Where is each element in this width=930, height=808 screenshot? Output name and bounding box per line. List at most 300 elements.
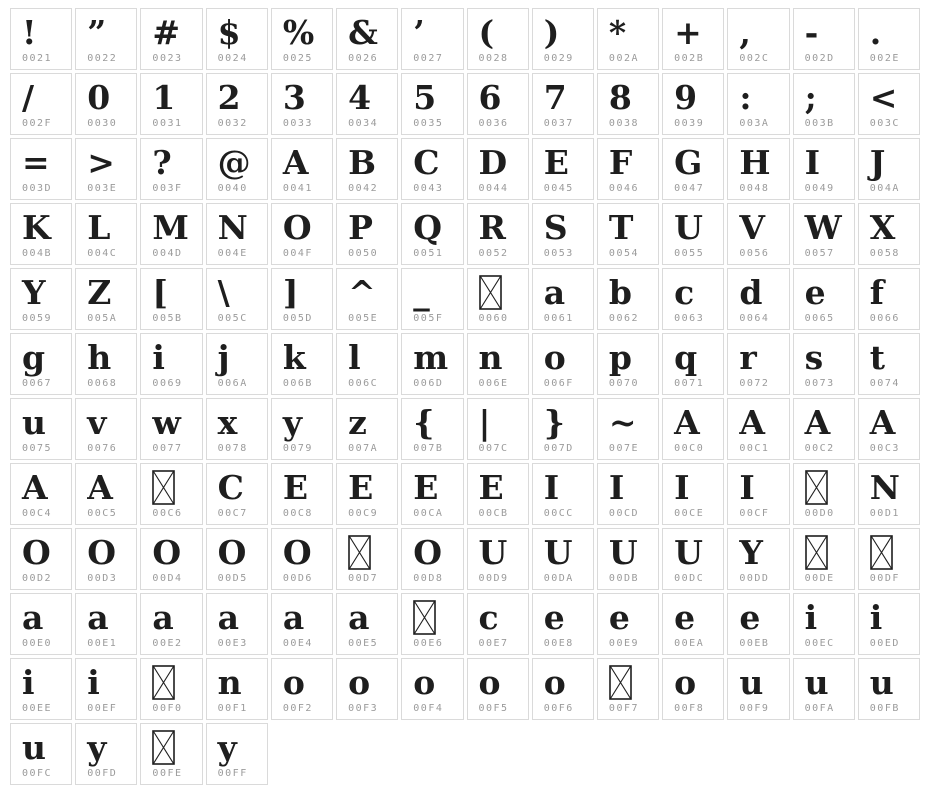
glyph-cell [662,658,724,720]
glyph-cell [10,463,72,525]
glyph-cell [532,138,594,200]
notdef-icon [609,665,632,700]
glyph: ” [87,12,107,52]
glyph: u [739,662,764,702]
glyph-cell [10,333,72,395]
glyph: o [543,337,566,377]
glyph-codepoint: 0043 [413,183,444,194]
glyph-cell [662,333,724,395]
notdef-icon [413,600,436,635]
glyph: e [674,597,696,637]
glyph-codepoint: 00E4 [282,638,313,649]
glyph-cell [401,658,463,720]
glyph-codepoint: 004C [87,248,118,259]
glyph: C [413,142,440,182]
glyph: i [152,337,165,377]
glyph: I [608,467,625,507]
glyph-cell [10,8,72,70]
glyph-codepoint: 007A [348,443,379,454]
glyph-codepoint: 0039 [674,118,705,129]
glyph: U [543,532,573,572]
glyph: J [869,142,886,182]
glyph: I [739,467,755,507]
glyph-cell [140,463,202,525]
glyph: X [869,207,896,247]
glyph-codepoint: 00C4 [22,508,53,519]
glyph-cell [206,593,268,655]
glyph-cell [140,73,202,135]
glyph-cell [467,8,529,70]
glyph-codepoint: 00EE [22,703,53,714]
glyph-codepoint: 006D [413,378,444,389]
glyph: R [478,207,506,247]
glyph-cell [401,528,463,590]
glyph-cell [206,73,268,135]
notdef-icon [152,665,175,700]
glyph: a [217,597,240,637]
glyph-cell [336,73,398,135]
glyph-cell [401,138,463,200]
glyph: W [804,207,842,247]
glyph-codepoint: 00C8 [282,508,313,519]
glyph-cell [10,73,72,135]
glyph-cell [206,528,268,590]
glyph: o [282,662,305,702]
glyph: M [152,207,189,247]
glyph: a [348,597,370,637]
glyph-codepoint: 0070 [608,378,640,389]
glyph-cell [336,528,398,590]
glyph-codepoint: 00FA [804,703,835,714]
notdef-glyph [805,531,850,573]
glyph-codepoint: 0038 [608,118,640,129]
glyph: s [804,337,824,377]
glyph: 8 [608,77,632,117]
glyph-codepoint: 0064 [739,313,770,324]
glyph-codepoint: 00D7 [348,573,379,584]
glyph-cell [75,73,137,135]
glyph-cell [271,8,333,70]
glyph: ^ [348,272,376,312]
glyph-cell [10,138,72,200]
glyph-cell [793,398,855,460]
glyph-cell [140,398,202,460]
glyph: I [804,142,820,182]
glyph-cell [336,463,398,525]
glyph: V [739,207,765,247]
glyph-cell [793,138,855,200]
glyph: P [348,207,373,247]
glyph-codepoint: 005E [348,313,379,324]
glyph: u [869,662,894,702]
glyph-codepoint: 00F8 [674,703,705,714]
glyph: } [543,402,565,442]
notdef-icon [152,730,175,765]
glyph-codepoint: 0060 [478,313,509,324]
glyph-cell [206,398,268,460]
glyph-codepoint: 0074 [869,378,900,389]
glyph-cell [467,333,529,395]
glyph-cell [206,723,268,785]
glyph: e [608,597,630,637]
glyph: O [87,532,116,572]
glyph: A [739,402,765,442]
glyph-cell [858,658,920,720]
glyph: Y [739,532,763,572]
glyph-codepoint: 00EC [804,638,835,649]
glyph: ’ [413,12,425,52]
glyph: c [674,272,695,312]
glyph-codepoint: 00E9 [608,638,640,649]
glyph-codepoint: 00DD [739,573,770,584]
glyph-codepoint: 0025 [282,53,313,64]
glyph: O [217,532,247,572]
glyph: N [217,207,248,247]
glyph-cell [662,138,724,200]
glyph: j [217,337,230,377]
glyph: A [22,467,48,507]
glyph-codepoint: 007C [478,443,509,454]
glyph-cell [532,268,594,330]
glyph: t [869,337,886,377]
glyph-codepoint: 007E [608,443,640,454]
glyph-codepoint: 00F4 [413,703,444,714]
glyph: i [22,662,35,702]
glyph: A [674,402,700,442]
glyph-cell [10,528,72,590]
glyph-codepoint: 00C2 [804,443,835,454]
glyph-cell [401,593,463,655]
notdef-glyph [152,661,197,703]
glyph-codepoint: 0021 [22,53,53,64]
glyph: Q [413,207,443,247]
glyph-codepoint: 00DE [804,573,835,584]
notdef-glyph [152,466,197,508]
glyph: E [282,467,308,507]
glyph: . [869,12,882,52]
glyph-cell [401,463,463,525]
glyph-cell [597,398,659,460]
glyph-cell [597,8,659,70]
notdef-glyph [479,271,524,313]
glyph-codepoint: 003D [22,183,53,194]
glyph: 9 [674,77,698,117]
glyph: 7 [543,77,567,117]
glyph-codepoint: 00DA [543,573,574,584]
glyph: o [413,662,436,702]
notdef-icon [348,535,371,570]
glyph-cell [793,8,855,70]
glyph-cell [140,138,202,200]
glyph-cell [271,73,333,135]
glyph-codepoint: 004B [22,248,53,259]
glyph-codepoint: 00CD [608,508,640,519]
glyph-cell [206,463,268,525]
glyph-cell [140,268,202,330]
glyph: u [804,662,829,702]
glyph-codepoint: 0054 [608,248,640,259]
glyph-codepoint: 00DC [674,573,705,584]
glyph-codepoint: 0062 [608,313,640,324]
glyph-cell [793,268,855,330]
glyph-codepoint: 00D3 [87,573,118,584]
glyph-codepoint: 00F0 [152,703,183,714]
glyph-codepoint: 0047 [674,183,705,194]
glyph: $ [217,12,241,52]
glyph-cell [206,138,268,200]
glyph: o [543,662,566,702]
glyph: < [869,77,898,117]
glyph-codepoint: 0040 [217,183,248,194]
glyph-codepoint: 00F7 [608,703,640,714]
glyph: p [608,337,632,377]
glyph-cell [858,8,920,70]
glyph-codepoint: 005A [87,313,118,324]
glyph-cell [401,203,463,265]
glyph: i [87,662,100,702]
glyph: i [804,597,818,637]
glyph-codepoint: 0057 [804,248,835,259]
glyph-codepoint: 0079 [282,443,313,454]
glyph-codepoint: 00E5 [348,638,379,649]
glyph: l [348,337,361,377]
glyph-cell [662,203,724,265]
glyph: / [22,77,35,117]
glyph-cell [75,398,137,460]
glyph: c [478,597,499,637]
glyph-cell [401,398,463,460]
glyph-codepoint: 00E6 [413,638,444,649]
glyph-codepoint: 0041 [282,183,313,194]
glyph-codepoint: 0071 [674,378,705,389]
glyph-cell [467,463,529,525]
glyph-cell [271,463,333,525]
glyph: 3 [282,77,306,117]
glyph: a [87,597,109,637]
glyph-codepoint: 0051 [413,248,444,259]
glyph: Y [22,272,46,312]
glyph-codepoint: 00FE [152,768,183,779]
glyph-codepoint: 0069 [152,378,183,389]
glyph-codepoint: 0035 [413,118,444,129]
glyph-cell [662,528,724,590]
glyph: F [608,142,633,182]
glyph-cell [467,658,529,720]
glyph-codepoint: 005B [152,313,183,324]
glyph-cell [467,398,529,460]
glyph: 6 [478,77,502,117]
glyph: ~ [608,402,637,442]
glyph-codepoint: 005D [282,313,313,324]
glyph: 5 [413,77,437,117]
glyph-cell [75,463,137,525]
glyph-cell [336,203,398,265]
glyph-cell [532,203,594,265]
notdef-icon [152,470,175,505]
glyph-codepoint: 0048 [739,183,770,194]
glyph-codepoint: 002A [608,53,640,64]
glyph-codepoint: 00FF [217,768,248,779]
glyph-cell [467,268,529,330]
glyph-codepoint: 0027 [413,53,444,64]
glyph-cell [271,203,333,265]
glyph-codepoint: 00FC [22,768,53,779]
glyph-codepoint: 00D6 [282,573,313,584]
glyph: e [739,597,761,637]
glyph-cell [336,658,398,720]
glyph-codepoint: 0056 [739,248,770,259]
glyph-codepoint: 00F9 [739,703,770,714]
glyph: y [282,402,303,442]
glyph-cell [401,8,463,70]
glyph: o [348,662,371,702]
glyph-codepoint: 004E [217,248,248,259]
glyph-codepoint: 0073 [804,378,835,389]
glyph: 4 [348,77,372,117]
glyph: , [739,12,751,52]
glyph-map-page [0,8,930,785]
glyph: O [22,532,51,572]
glyph: h [87,337,112,377]
glyph-codepoint: 00D4 [152,573,183,584]
glyph-cell [532,528,594,590]
glyph: n [478,337,503,377]
glyph-codepoint: 00CF [739,508,770,519]
glyph-codepoint: 003B [804,118,835,129]
glyph-cell [271,528,333,590]
glyph-codepoint: 005F [413,313,444,324]
glyph-cell [793,463,855,525]
glyph: y [217,727,237,767]
glyph-cell [467,203,529,265]
glyph-codepoint: 00F1 [217,703,248,714]
glyph-codepoint: 0067 [22,378,53,389]
glyph-codepoint: 0026 [348,53,379,64]
glyph-codepoint: 00E0 [22,638,53,649]
glyph-cell [597,333,659,395]
glyph-cell [206,8,268,70]
glyph: ) [543,12,560,52]
glyph-cell [140,333,202,395]
glyph: S [543,207,568,247]
glyph-codepoint: 0068 [87,378,118,389]
glyph-cell [271,333,333,395]
glyph: G [674,142,703,182]
glyph-codepoint: 0044 [478,183,509,194]
glyph: x [217,402,238,442]
glyph: n [217,662,242,702]
glyph-cell [336,268,398,330]
glyph-cell [597,268,659,330]
glyph-codepoint: 00C9 [348,508,379,519]
glyph-codepoint: 00CE [674,508,705,519]
glyph: D [478,142,508,182]
glyph-cell [727,203,789,265]
glyph: K [22,207,51,247]
glyph-cell [467,528,529,590]
glyph-codepoint: 00DB [608,573,640,584]
glyph-cell [858,593,920,655]
glyph-codepoint: 0049 [804,183,835,194]
glyph-cell [10,723,72,785]
glyph: d [739,272,763,312]
glyph: T [608,207,634,247]
glyph: z [348,402,367,442]
glyph: _ [413,272,430,312]
glyph: { [413,402,435,442]
glyph: U [608,532,638,572]
glyph: 0 [87,77,111,117]
glyph: H [739,142,771,182]
glyph-cell [597,658,659,720]
glyph-cell [727,398,789,460]
glyph: ] [282,272,299,312]
glyph-codepoint: 0046 [608,183,640,194]
glyph-cell [336,8,398,70]
glyph-cell [793,333,855,395]
glyph-cell [10,658,72,720]
glyph: + [674,12,702,52]
glyph-cell [532,593,594,655]
glyph: k [282,337,306,377]
glyph-codepoint: 00F2 [282,703,313,714]
glyph-cell [727,8,789,70]
notdef-icon [805,470,828,505]
glyph-codepoint: 00C1 [739,443,770,454]
glyph-codepoint: 0066 [869,313,900,324]
glyph-cell [532,8,594,70]
glyph: u [22,402,46,442]
glyph-cell [727,593,789,655]
glyph-codepoint: 0029 [543,53,574,64]
glyph-codepoint: 0052 [478,248,509,259]
glyph-cell [727,658,789,720]
glyph-cell [336,398,398,460]
glyph-codepoint: 0075 [22,443,53,454]
glyph: Z [87,272,112,312]
glyph-codepoint: 0032 [217,118,248,129]
glyph-codepoint: 00F5 [478,703,509,714]
glyph: E [413,467,439,507]
glyph-codepoint: 0034 [348,118,379,129]
glyph-codepoint: 0024 [217,53,248,64]
glyph-cell [532,658,594,720]
glyph-cell [662,593,724,655]
glyph-codepoint: 0042 [348,183,379,194]
notdef-icon [479,275,502,310]
glyph-cell [532,398,594,460]
glyph-cell [271,658,333,720]
glyph-codepoint: 00C3 [869,443,900,454]
glyph-codepoint: 00DF [869,573,900,584]
glyph-codepoint: 00EF [87,703,118,714]
glyph-codepoint: 0072 [739,378,770,389]
glyph-codepoint: 004A [869,183,900,194]
glyph: : [739,77,752,117]
glyph: ! [22,12,37,52]
glyph-codepoint: 00FB [869,703,900,714]
glyph: C [217,467,244,507]
glyph-codepoint: 0037 [543,118,574,129]
glyph: ; [804,77,817,117]
glyph-codepoint: 00CA [413,508,444,519]
glyph-codepoint: 00EB [739,638,770,649]
glyph: e [543,597,565,637]
glyph-cell [336,138,398,200]
glyph-codepoint: 002E [869,53,900,64]
glyph-codepoint: 005C [217,313,248,324]
glyph-cell [727,463,789,525]
